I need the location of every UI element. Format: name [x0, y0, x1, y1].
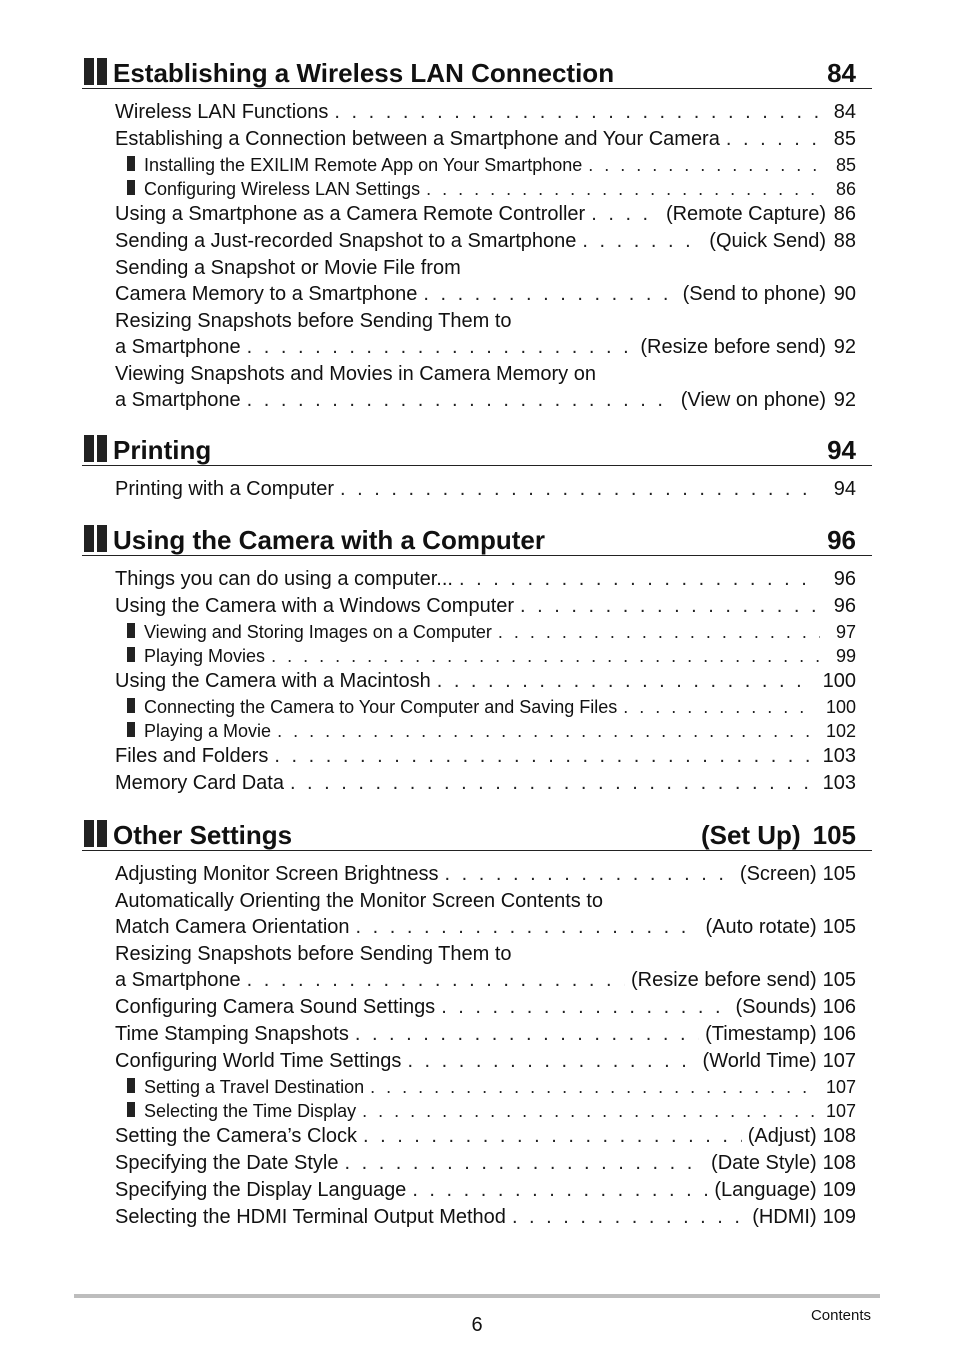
toc-section-wireless-lan [82, 48, 872, 414]
footer-contents-label[interactable]: Contents [810, 1307, 871, 1324]
entry-note: (Screen) [739, 863, 817, 885]
entry-page: 86 [833, 203, 856, 225]
entry-page: 109 [822, 1179, 856, 1201]
entry-text: Selecting the HDMI Terminal Output Method [115, 1206, 506, 1228]
dot-leader [582, 228, 703, 255]
dot-leader [277, 719, 814, 743]
entry-lead-text: Viewing Snapshots and Movies in Camera Memory on [115, 363, 596, 385]
entry-page: 103 [822, 772, 856, 794]
section-title: Using the Camera with a Computer [113, 525, 545, 555]
entry-note: (Date Style) [711, 1152, 817, 1174]
section-title: Establishing a Wireless LAN Connection [113, 58, 615, 88]
entry-page: 109 [822, 1206, 856, 1228]
entry-page: 105 [822, 969, 856, 991]
dot-leader [412, 1177, 708, 1204]
entry-page: 90 [833, 283, 856, 305]
dot-leader [520, 593, 820, 620]
entry-page: 107 [825, 1101, 856, 1121]
toc-section-printing [82, 425, 872, 503]
section-note: (Set Up) [700, 820, 801, 850]
entry-text: Match Camera Orientation [115, 916, 350, 938]
toc-entry[interactable] [115, 1021, 856, 1048]
toc-subentry[interactable] [127, 1075, 856, 1099]
entry-page: 85 [833, 128, 856, 150]
toc-entry[interactable] [115, 967, 856, 994]
entry-text: a Smartphone [115, 336, 241, 358]
entry-text: a Smartphone [115, 969, 241, 991]
entry-text: Memory Card Data [115, 772, 284, 794]
entry-text: Specifying the Date Style [115, 1152, 339, 1174]
entry-note: (Timestamp) [705, 1023, 817, 1045]
entry-page: 100 [825, 697, 856, 717]
dot-leader [340, 476, 820, 503]
dot-leader [355, 1021, 699, 1048]
toc-entry[interactable] [115, 1123, 856, 1150]
toc-entry[interactable] [115, 126, 856, 153]
entry-lead-text: Resizing Snapshots before Sending Them to [115, 310, 512, 332]
toc-entry[interactable] [115, 281, 856, 308]
entry-text: Files and Folders [115, 745, 269, 767]
footer-page-number: 6 [471, 1314, 483, 1336]
entry-note: (Auto rotate) [705, 916, 817, 938]
dot-leader [363, 1123, 742, 1150]
section-marker-icon [84, 820, 110, 852]
dot-leader [623, 695, 814, 719]
section-page: 84 [827, 58, 856, 88]
entry-text: Printing with a Computer [115, 478, 334, 500]
dot-leader [370, 1075, 814, 1099]
entry-page: 97 [835, 622, 856, 642]
dot-leader [726, 126, 820, 153]
entry-page: 85 [835, 155, 856, 175]
dot-leader [498, 620, 820, 644]
entry-page: 100 [822, 670, 856, 692]
dot-leader [247, 967, 625, 994]
entry-page: 103 [822, 745, 856, 767]
dot-leader [591, 201, 660, 228]
footer-divider [74, 1294, 880, 1298]
entry-text: Connecting the Camera to Your Computer and Saving Files [144, 697, 618, 717]
entry-note: (World Time) [702, 1050, 817, 1072]
toc-entry[interactable] [115, 1177, 856, 1204]
toc-entry[interactable] [115, 387, 856, 414]
dot-leader [441, 994, 729, 1021]
entry-text: Playing Movies [144, 646, 266, 666]
entry-text: Using a Smartphone as a Camera Remote Controller [115, 203, 586, 225]
entry-page: 94 [833, 478, 856, 500]
entry-page: 92 [833, 389, 856, 411]
section-header [82, 425, 872, 466]
entry-text: Using the Camera with a Windows Computer [115, 595, 515, 617]
entry-note: (Resize before send) [640, 336, 826, 358]
toc-section-other-settings [82, 810, 872, 1231]
entry-note: (HDMI) [752, 1206, 817, 1228]
toc-subentry[interactable] [127, 620, 856, 644]
entry-lead-text: Sending a Snapshot or Movie File from [115, 257, 461, 279]
section-marker-icon [84, 525, 110, 557]
entry-text: Things you can do using a computer... [115, 568, 453, 590]
entry-note: (Resize before send) [630, 969, 817, 991]
entry-text: Adjusting Monitor Screen Brightness [115, 863, 439, 885]
entry-note: (Sounds) [735, 996, 817, 1018]
entry-page: 96 [833, 595, 856, 617]
dot-leader [407, 1048, 696, 1075]
toc-entry[interactable] [115, 668, 856, 695]
entry-lead-text: Automatically Orienting the Monitor Screen Contents to [115, 890, 604, 912]
section-marker-icon [84, 58, 110, 90]
entry-text: Establishing a Connection between a Smartphone and Your Camera [115, 128, 720, 150]
entry-page: 106 [822, 1023, 856, 1045]
toc-subentry[interactable] [127, 644, 856, 668]
entry-page: 106 [822, 996, 856, 1018]
section-header [82, 810, 872, 851]
entry-text: a Smartphone [115, 389, 241, 411]
dot-leader [445, 861, 734, 888]
dot-leader [344, 1150, 705, 1177]
section-page: 94 [827, 435, 856, 465]
entry-text: Wireless LAN Functions [115, 101, 329, 123]
entry-text: Specifying the Display Language [115, 1179, 407, 1201]
dot-leader [356, 914, 700, 941]
toc-entry[interactable] [115, 743, 856, 770]
dot-leader [512, 1204, 746, 1231]
section-header [82, 48, 872, 89]
entry-text: Configuring World Time Settings [115, 1050, 402, 1072]
toc-subentry[interactable] [127, 695, 856, 719]
entry-note: (Remote Capture) [665, 203, 826, 225]
toc-subentry[interactable] [127, 153, 856, 177]
entry-page: 107 [825, 1077, 856, 1097]
toc-entry[interactable] [115, 593, 856, 620]
entry-text: Installing the EXILIM Remote App on Your Smartphone [144, 155, 583, 175]
entry-text: Time Stamping Snapshots [115, 1023, 349, 1045]
dot-leader [362, 1099, 814, 1123]
toc-entry[interactable] [115, 994, 856, 1021]
entry-text: Sending a Just-recorded Snapshot to a Smartphone [115, 230, 577, 252]
section-title: Printing [113, 435, 212, 465]
toc-entry[interactable] [115, 1204, 856, 1231]
section-marker-icon [84, 435, 110, 467]
entry-page: 107 [822, 1050, 856, 1072]
dot-leader [423, 281, 676, 308]
dot-leader [247, 387, 675, 414]
dot-leader [271, 644, 820, 668]
dot-leader [247, 334, 635, 361]
entry-note: (Language) [714, 1179, 817, 1201]
toc-entry[interactable] [115, 201, 856, 228]
toc-entry[interactable] [115, 1150, 856, 1177]
entry-page: 96 [833, 568, 856, 590]
entry-page: 99 [835, 646, 856, 666]
entry-page: 108 [822, 1152, 856, 1174]
toc-entry[interactable] [115, 334, 856, 361]
section-header [82, 515, 872, 556]
entry-page: 86 [835, 179, 856, 199]
toc-subentry[interactable] [127, 719, 856, 743]
dot-leader [588, 153, 820, 177]
toc-subentry[interactable] [127, 1099, 856, 1123]
entry-text: Setting a Travel Destination [144, 1077, 365, 1097]
entry-note: (Adjust) [747, 1125, 817, 1147]
entry-note: (Send to phone) [682, 283, 826, 305]
entry-text: Camera Memory to a Smartphone [115, 283, 418, 305]
entry-text: Configuring Wireless LAN Settings [144, 179, 421, 199]
entry-lead-text: Resizing Snapshots before Sending Them to [115, 943, 512, 965]
dot-leader [290, 770, 811, 797]
entry-note: (Quick Send) [709, 230, 826, 252]
toc-subentry[interactable] [127, 177, 856, 201]
toc-entry[interactable] [115, 770, 856, 797]
entry-text: Configuring Camera Sound Settings [115, 996, 436, 1018]
entry-page: 88 [833, 230, 856, 252]
entry-text: Viewing and Storing Images on a Computer [144, 622, 492, 642]
section-page: 105 [812, 820, 856, 850]
entry-text: Playing a Movie [144, 721, 272, 741]
toc-entry[interactable] [115, 861, 856, 888]
dot-leader [437, 668, 811, 695]
toc-entry[interactable] [115, 914, 856, 941]
entry-page: 108 [822, 1125, 856, 1147]
toc-entry[interactable] [115, 1048, 856, 1075]
entry-page: 102 [825, 721, 856, 741]
toc-entry[interactable] [115, 476, 856, 503]
toc-entry[interactable] [115, 228, 856, 255]
dot-leader [274, 743, 810, 770]
toc-entry[interactable] [115, 566, 856, 593]
entry-page: 84 [833, 101, 856, 123]
section-title: Other Settings [113, 820, 293, 850]
entry-note: (View on phone) [680, 389, 826, 411]
entry-text: Using the Camera with a Macintosh [115, 670, 431, 692]
dot-leader [426, 177, 820, 201]
entry-text: Selecting the Time Display [144, 1101, 357, 1121]
toc-section-computer [82, 515, 872, 797]
entry-page: 105 [822, 916, 856, 938]
entry-page: 105 [822, 863, 856, 885]
dot-leader [459, 566, 820, 593]
toc-entry[interactable] [115, 99, 856, 126]
entry-page: 92 [833, 336, 856, 358]
entry-text: Setting the Camera’s Clock [115, 1125, 357, 1147]
section-page: 96 [827, 525, 856, 555]
dot-leader [334, 99, 820, 126]
